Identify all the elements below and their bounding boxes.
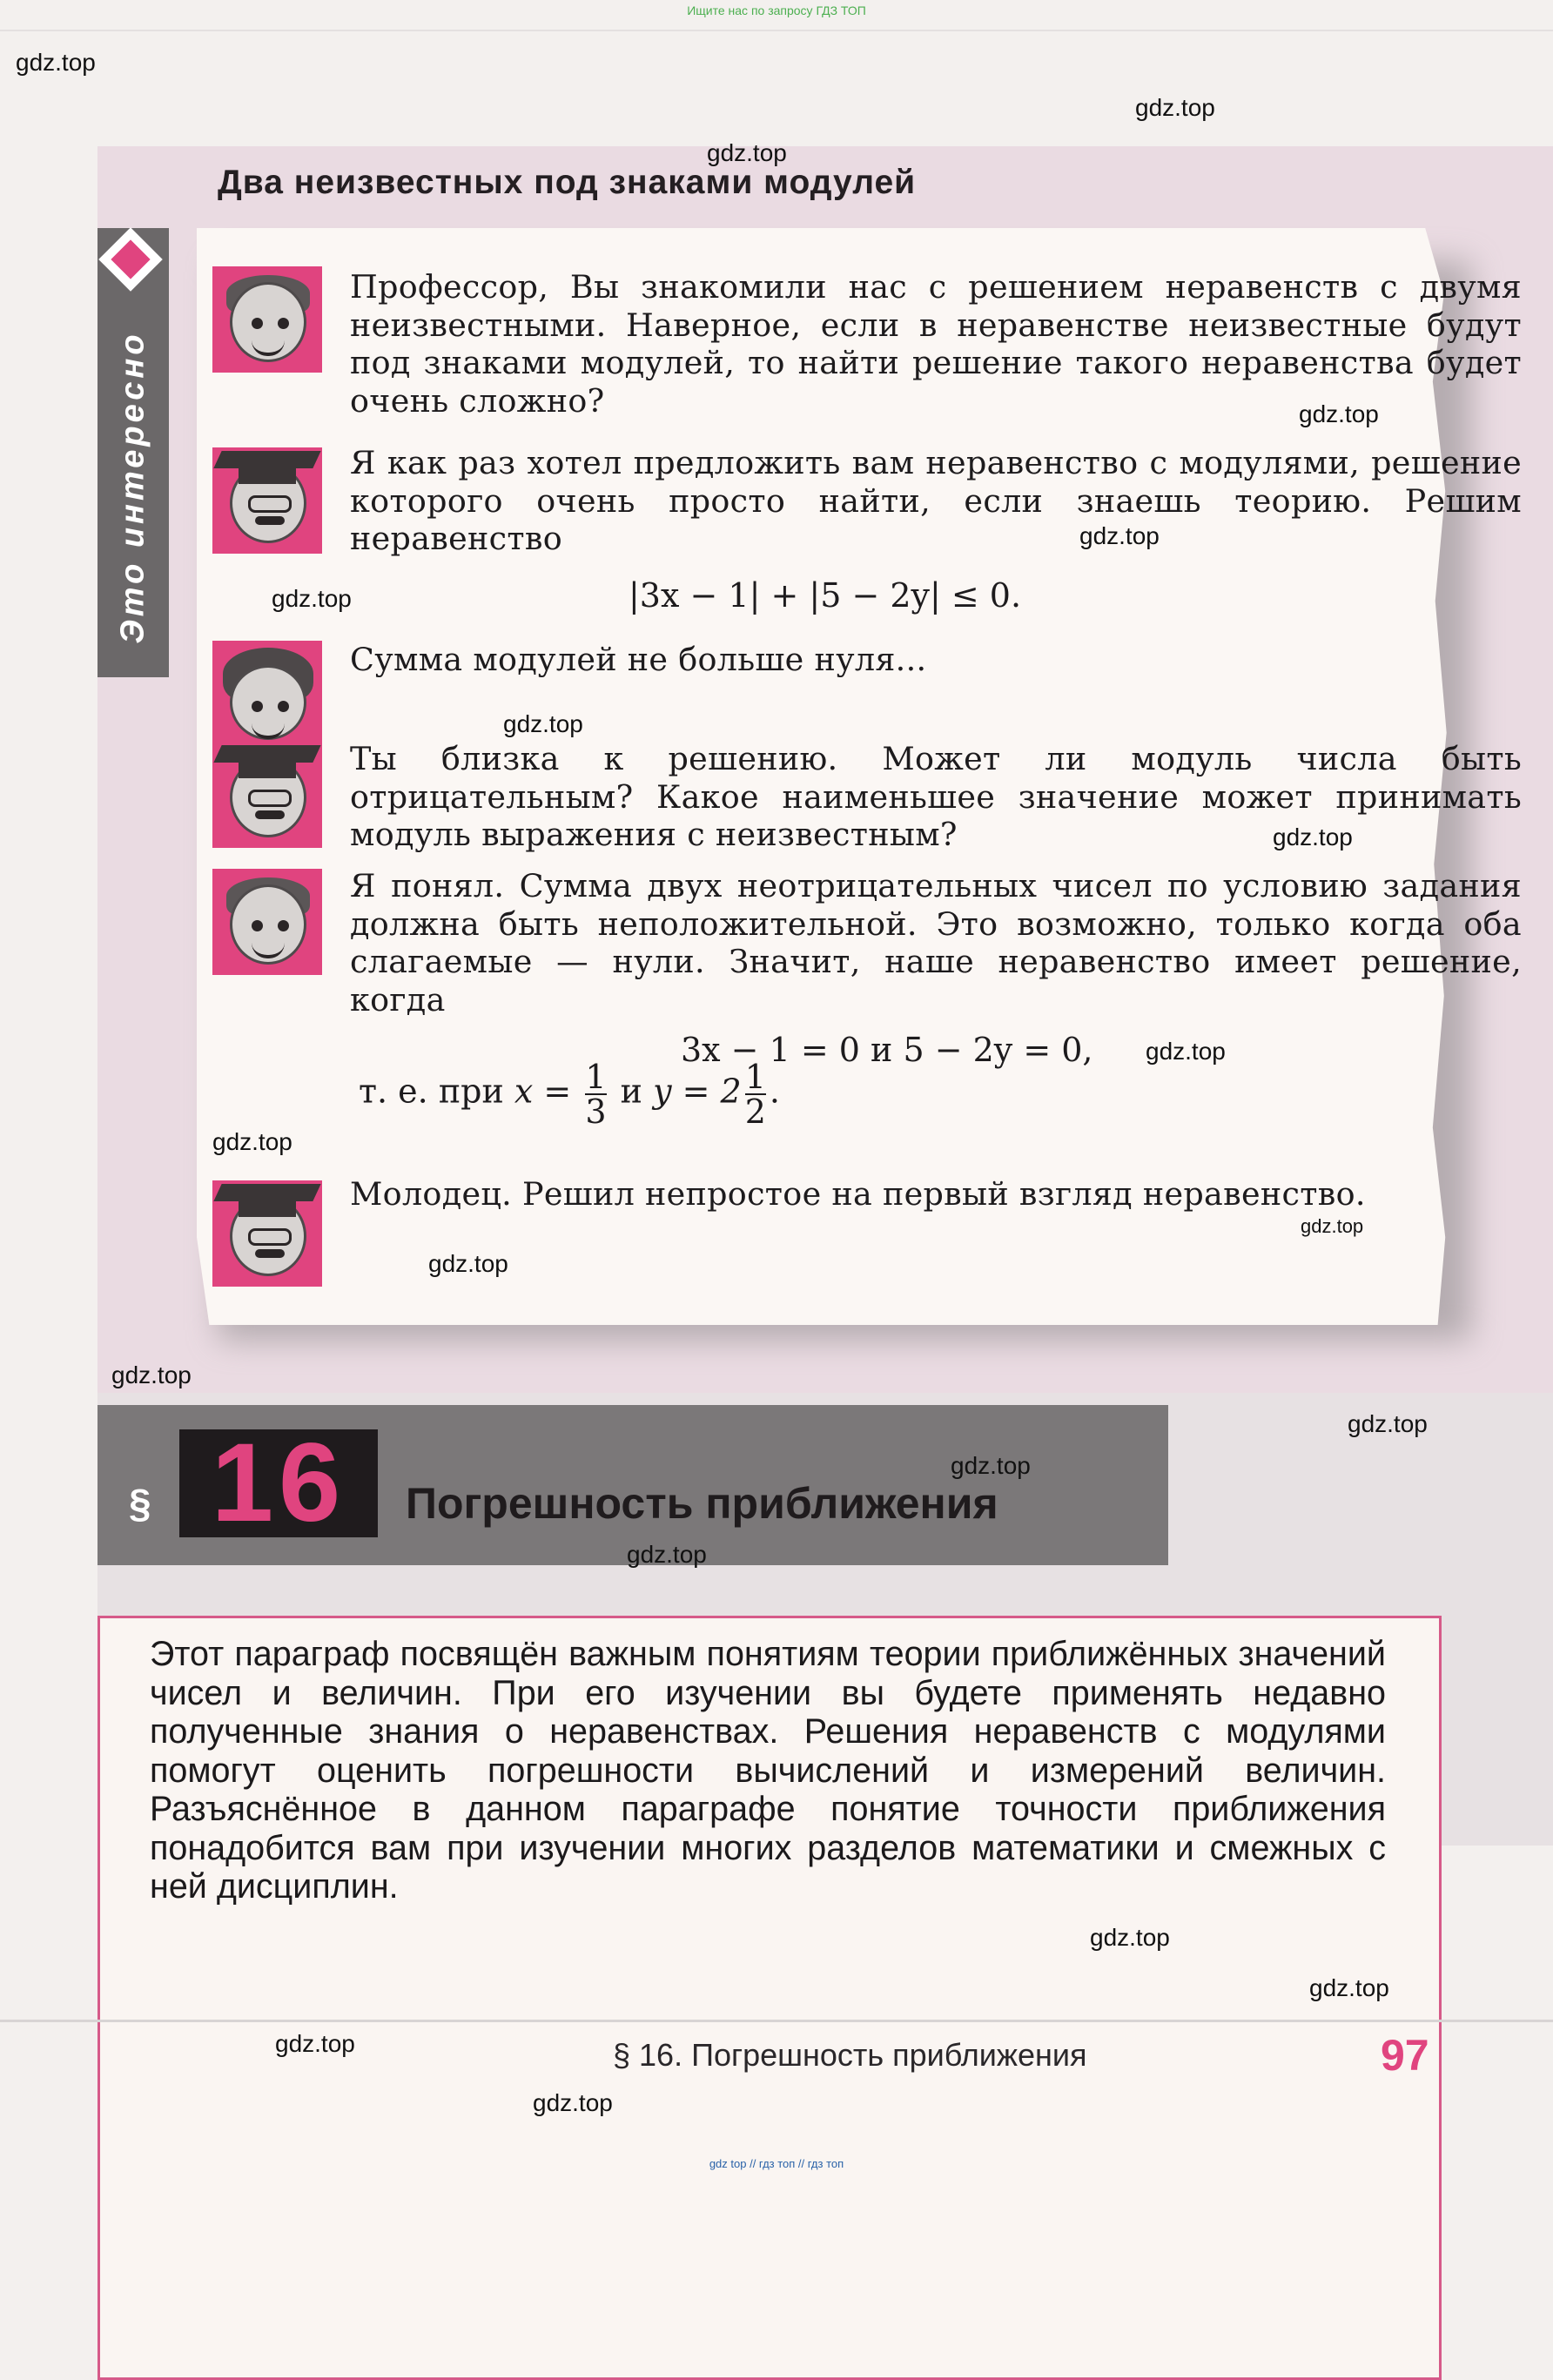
watermark: gdz.top — [1273, 824, 1353, 850]
professor-icon — [212, 742, 322, 848]
watermark: gdz.top — [428, 1250, 508, 1277]
y-numerator: 1 — [744, 1058, 766, 1096]
watermark: gdz.top — [272, 585, 352, 612]
page-number: 97 — [1381, 2031, 1429, 2080]
solution-line — [359, 1058, 780, 1131]
watermark: gdz.top — [1299, 400, 1379, 427]
watermark: gdz.top — [275, 2030, 355, 2057]
watermark: gdz.top — [533, 2089, 613, 2116]
watermark: gdz.top — [1090, 1924, 1170, 1951]
professor-icon — [212, 447, 322, 554]
watermark: gdz.top — [1079, 522, 1160, 549]
solution-end: . — [769, 1072, 780, 1111]
footer-divider — [0, 2020, 1553, 2022]
boy-icon — [212, 869, 322, 975]
watermark: gdz.top — [1301, 1215, 1364, 1237]
x-numerator: 1 — [585, 1058, 607, 1096]
watermark: gdz.top — [1309, 1974, 1389, 2001]
solution-prefix: т. е. при — [359, 1072, 504, 1111]
x-fraction — [585, 1058, 607, 1131]
section-mark: § — [129, 1481, 151, 1526]
dialogue-line-1: Профессор, Вы знакомили нас с решением неравенств с двумя неизвестными. Наверное, если в неравенстве неизвестные будут под знаками модулей, то найти решение такого неравенства будет очень сложно? — [350, 268, 1522, 420]
dialogue-line-2: Я как раз хотел предложить вам неравенство с модулями, решение которого очень просто найти, если знаешь теорию. Решим неравенство — [350, 444, 1522, 557]
watermark: gdz.top — [1348, 1410, 1428, 1437]
watermark: gdz.top — [111, 1361, 192, 1388]
top-banner: Ищите нас по запросу ГДЗ ТОП — [687, 3, 866, 17]
watermark: gdz.top — [212, 1128, 292, 1155]
sidebar-label: Это интересно — [114, 331, 151, 644]
box-title: Два неизвестных под знаками модулей — [218, 164, 917, 201]
y-denominator: 2 — [744, 1093, 766, 1131]
x-label: x = — [514, 1072, 572, 1111]
dialogue-line-5: Я понял. Сумма двух неотрицательных чисел по условию задания должна быть неположительной. Это возможно, только когда оба слагаемые — нули. Значит, наше неравенство имеет решение, когда — [350, 867, 1522, 1019]
professor-icon — [212, 1180, 322, 1287]
dialogue-line-6: Молодец. Решил непростое на первый взгляд неравенство. — [350, 1175, 1366, 1213]
formula-inequality: |3x − 1| + |5 − 2y| ≤ 0. — [629, 576, 1022, 615]
y-label: y = 2 — [653, 1072, 742, 1111]
watermark: gdz.top — [16, 49, 96, 76]
section-number: 16 — [211, 1421, 346, 1545]
boy-icon — [212, 266, 322, 373]
girl-icon — [212, 641, 322, 747]
dialogue-line-4: Ты близка к решению. Может ли модуль числа быть отрицательным? Какое наименьшее значение может принимать модуль выражения с неизвестным? — [350, 740, 1522, 853]
top-divider — [0, 30, 1553, 31]
watermark: gdz.top — [1146, 1038, 1226, 1065]
formula-system: 3x − 1 = 0 и 5 − 2y = 0, — [681, 1031, 1093, 1069]
section-title: Погрешность приближения — [406, 1479, 998, 1528]
watermark: gdz.top — [707, 139, 787, 166]
x-denominator: 3 — [585, 1093, 607, 1131]
watermark: gdz.top — [951, 1452, 1031, 1479]
watermark: gdz.top — [503, 710, 583, 737]
watermark: gdz.top — [627, 1541, 707, 1568]
solution-conj: и — [620, 1072, 642, 1111]
intro-text: Этот параграф посвящён важным понятиям теории приближённых значений чисел и величин. При его изучении вы будете применять недавно полученные знания о неравенствах. Решения неравенств с модулями помогут оценить погрешности вычислений и измерений величин. Разъяснённое в данном параграфе понятие точности приближения понадобится вам при изучении многих разделов математики и смежных с ней дисциплин. — [150, 1635, 1386, 1906]
y-fraction — [744, 1058, 766, 1131]
footer-title: § 16. Погрешность приближения — [613, 2037, 1087, 2073]
watermark: gdz.top — [1135, 94, 1215, 121]
dialogue-line-3: Сумма модулей не больше нуля... — [350, 641, 927, 678]
bottom-banner: gdz top // гдз топ // гдз топ — [709, 2157, 844, 2170]
